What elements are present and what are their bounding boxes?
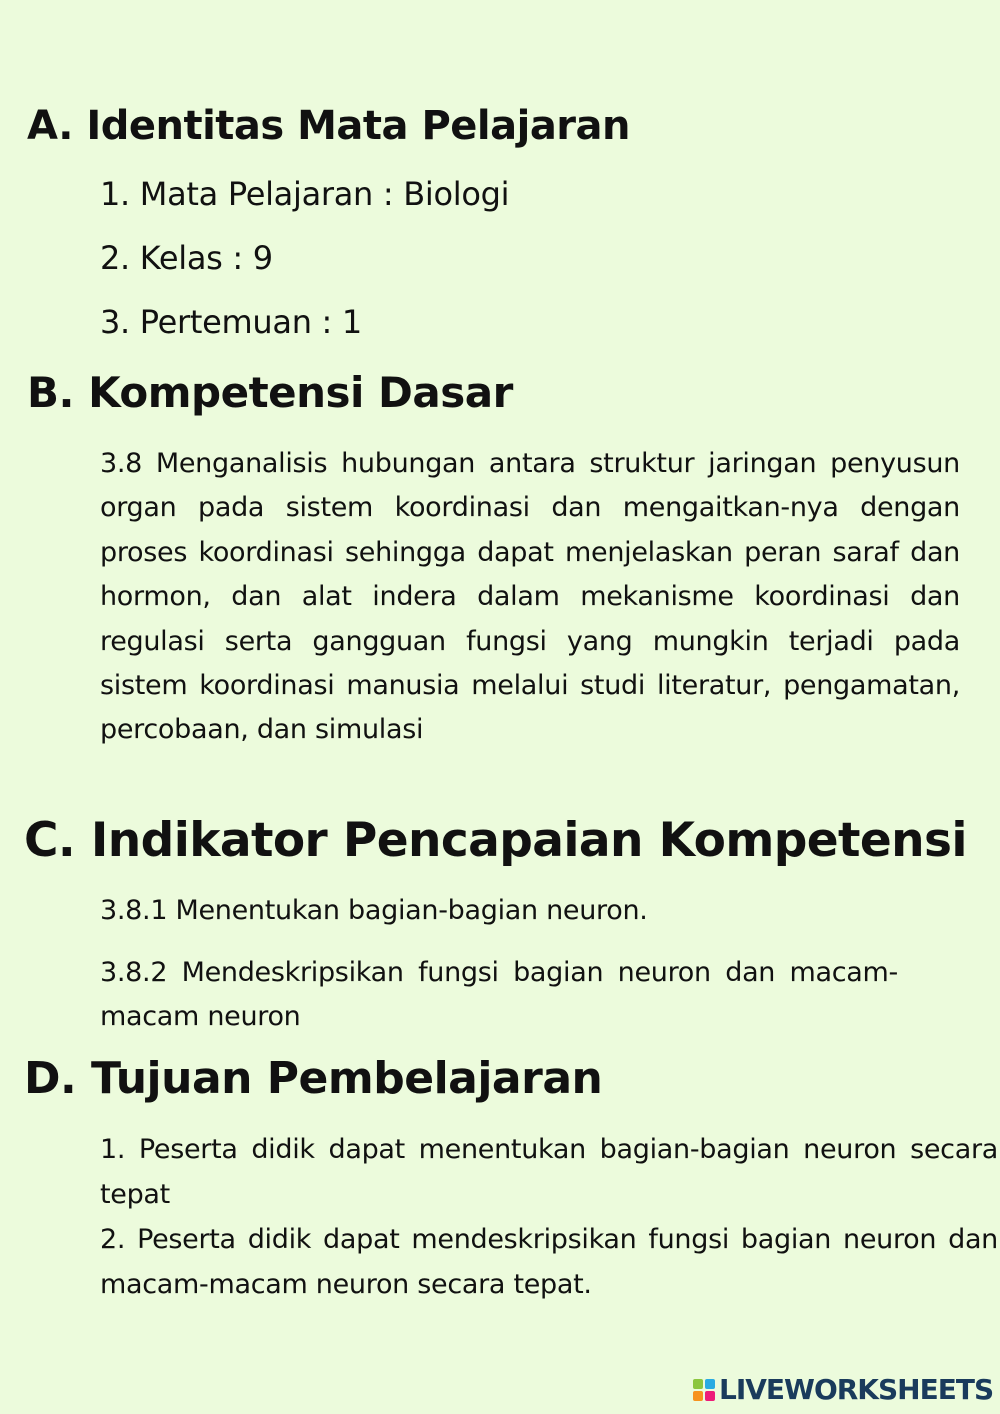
logo-square-orange: [693, 1391, 703, 1401]
liveworksheets-logo-icon: [693, 1379, 715, 1401]
watermark-text: LIVEWORKSHEETS: [719, 1373, 994, 1406]
logo-square-pink: [705, 1391, 715, 1401]
indicator-item-1: 3.8.1 Menentukan bagian-bagian neuron.: [100, 895, 648, 926]
logo-square-blue: [705, 1379, 715, 1389]
section-b-heading: B. Kompetensi Dasar: [27, 368, 513, 417]
indicator-item-2: 3.8.2 Mendeskripsikan fungsi bagian neuron dan macam-macam neuron: [100, 957, 898, 1032]
section-c-heading: C. Indikator Pencapaian Kompetensi: [24, 813, 967, 868]
section-a-heading: A. Identitas Mata Pelajaran: [27, 103, 631, 149]
meeting-item: 3. Pertemuan : 1: [100, 303, 362, 341]
basic-competency-text: 3.8 Menganalisis hubungan antara struktur jaringan penyusun organ pada sistem koordinasi dan mengaitkan-nya dengan proses koordinasi sehingga dapat menjelaskan peran saraf dan hormon, dan alat indera dalam mekanisme koordinasi dan regulasi serta gangguan fungsi yang mungkin terjadi pada sistem koordinasi manusia melalui studi literatur, pengamatan, percobaan, dan simulasi: [100, 448, 960, 746]
liveworksheets-watermark: [693, 1373, 993, 1407]
logo-square-green: [693, 1379, 703, 1389]
learning-objective-2: 2. Peserta didik dapat mendeskripsikan fungsi bagian neuron dan macam-macam neuron secara tepat.: [100, 1224, 998, 1300]
subject-item: 1. Mata Pelajaran : Biologi: [100, 175, 510, 213]
class-item: 2. Kelas : 9: [100, 239, 273, 277]
section-d-heading: D. Tujuan Pembelajaran: [24, 1053, 603, 1104]
learning-objective-1: 1. Peserta didik dapat menentukan bagian-bagian neuron secara tepat: [100, 1134, 998, 1210]
